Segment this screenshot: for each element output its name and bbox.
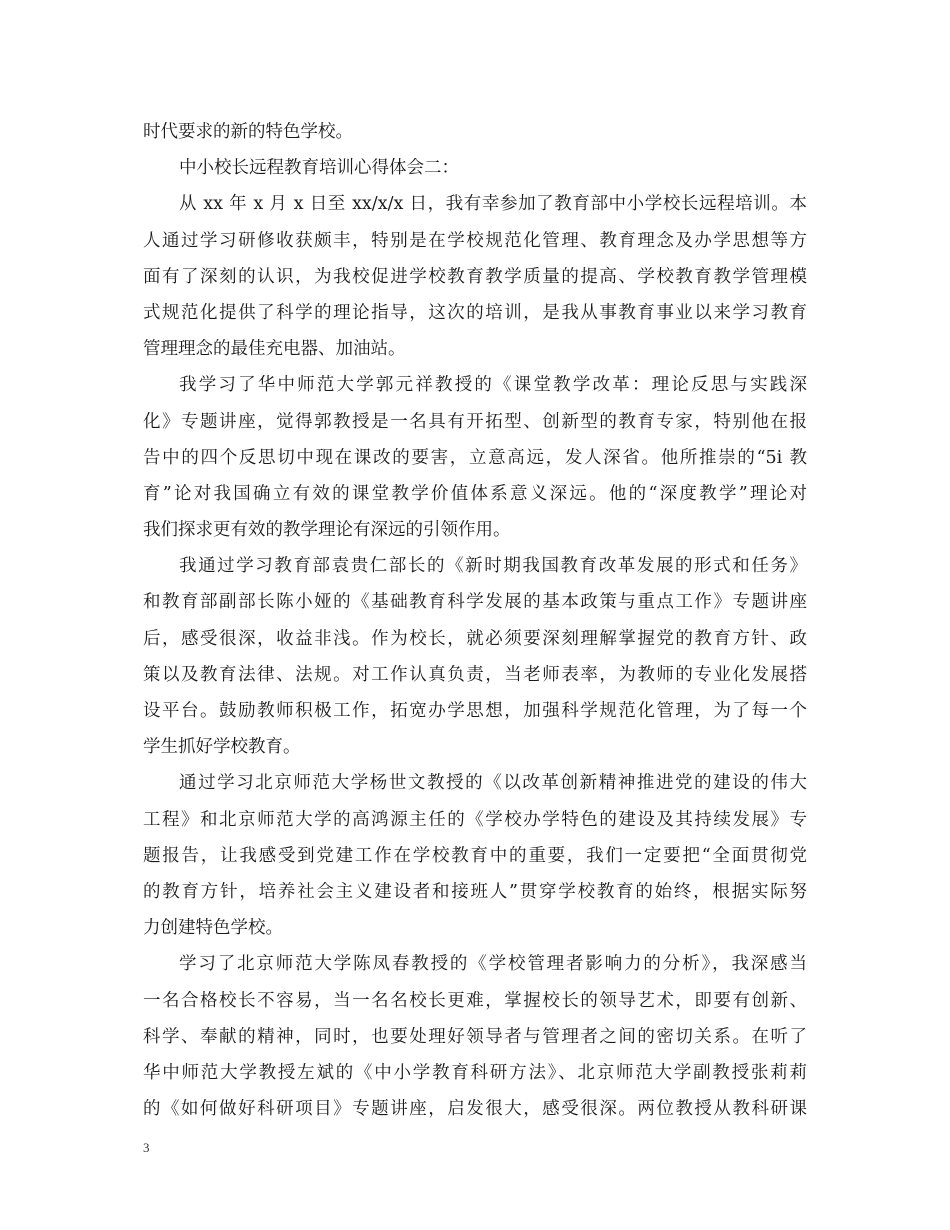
paragraph (143, 765, 807, 946)
page-number: 3 (143, 1140, 150, 1155)
paragraph (143, 367, 807, 548)
text-line: 从 xx 年 x 月 x 日至 xx/x/x 日，我有幸参加了教育部中小学校长远程培训。本 (179, 194, 807, 215)
text-line: 时代要求的新的特色学校。 (143, 122, 353, 142)
document-body (143, 114, 807, 1127)
text-line: 一名合格校长不容易，当一名名校长更难，掌握校长的领导艺术，即要有创新、 (143, 990, 807, 1011)
text-line: 式规范化提供了科学的理论指导，这次的培训，是我从事教育事业以来学习教育 (143, 302, 807, 323)
text-line: 育”论对我国确立有效的课堂教学价值体系意义深远。他的“深度教学”理论对 (143, 483, 807, 504)
text-line: 华中师范大学教授左斌的《中小学教育科研方法》、北京师范大学副教授张莉莉 (143, 1062, 807, 1083)
section-heading (143, 150, 807, 186)
text-line: 中小校长远程教育培训心得体会二： (179, 158, 459, 179)
text-line: 后，感受很深，收益非浅。作为校长，就必须要深刻理解掌握党的教育方针、政 (143, 628, 807, 649)
text-line: 学生抓好学校教育。 (143, 737, 301, 758)
text-line: 设平台。鼓励教师积极工作，拓宽办学思想，加强科学规范化管理，为了每一个 (143, 701, 807, 721)
text-line: 的教育方针，培养社会主义建设者和接班人”贯穿学校教育的始终，根据实际努 (143, 881, 807, 902)
text-line: 管理理念的最佳充电器、加油站。 (143, 339, 406, 360)
text-line: 工程》和北京师范大学的高鸿源主任的《学校办学特色的建设及其持续发展》专 (143, 809, 807, 830)
text-line: 面有了深刻的认识，为我校促进学校教育教学质量的提高、学校教育教学管理模 (143, 266, 807, 287)
text-line: 题报告，让我感受到党建工作在学校教育中的重要，我们一定要把“全面贯彻党 (143, 845, 807, 866)
text-line: 的《如何做好科研项目》专题讲座，启发很大，感受很深。两位教授从教科研课 (143, 1099, 807, 1120)
text-line: 我们探求更有效的教学理论有深远的引领作用。 (143, 520, 511, 541)
text-line: 通过学习北京师范大学杨世文教授的《以改革创新精神推进党的建设的伟大 (179, 773, 807, 794)
paragraph (143, 186, 807, 367)
text-line: 和教育部副部长陈小娅的《基础教育科学发展的基本政策与重点工作》专题讲座 (143, 592, 807, 613)
text-line: 告中的四个反思切中现在课改的要害，立意高远，发人深省。他所推崇的“5i 教 (143, 447, 807, 468)
text-line: 我通过学习教育部袁贵仁部长的《新时期我国教育改革发展的形式和任务》 (179, 556, 807, 577)
text-line: 科学、奉献的精神，同时，也要处理好领导者与管理者之间的密切关系。在听了 (143, 1026, 807, 1047)
text-line: 力创建特色学校。 (143, 918, 283, 939)
text-line: 人通过学习研修收获颇丰，特别是在学校规范化管理、教育理念及办学思想等方 (143, 230, 807, 251)
paragraph (143, 946, 807, 1127)
paragraph (143, 548, 807, 765)
text-line: 策以及教育法律、法规。对工作认真负责，当老师表率，为教师的专业化发展搭 (143, 664, 807, 685)
text-line: 我学习了华中师范大学郭元祥教授的《课堂教学改革：理论反思与实践深 (179, 375, 807, 396)
paragraph (143, 114, 807, 150)
text-line: 学习了北京师范大学陈凤春教授的《学校管理者影响力的分析》，我深感当 (179, 954, 807, 975)
text-line: 化》专题讲座，觉得郭教授是一名具有开拓型、创新型的教育专家，特别他在报 (143, 411, 807, 432)
